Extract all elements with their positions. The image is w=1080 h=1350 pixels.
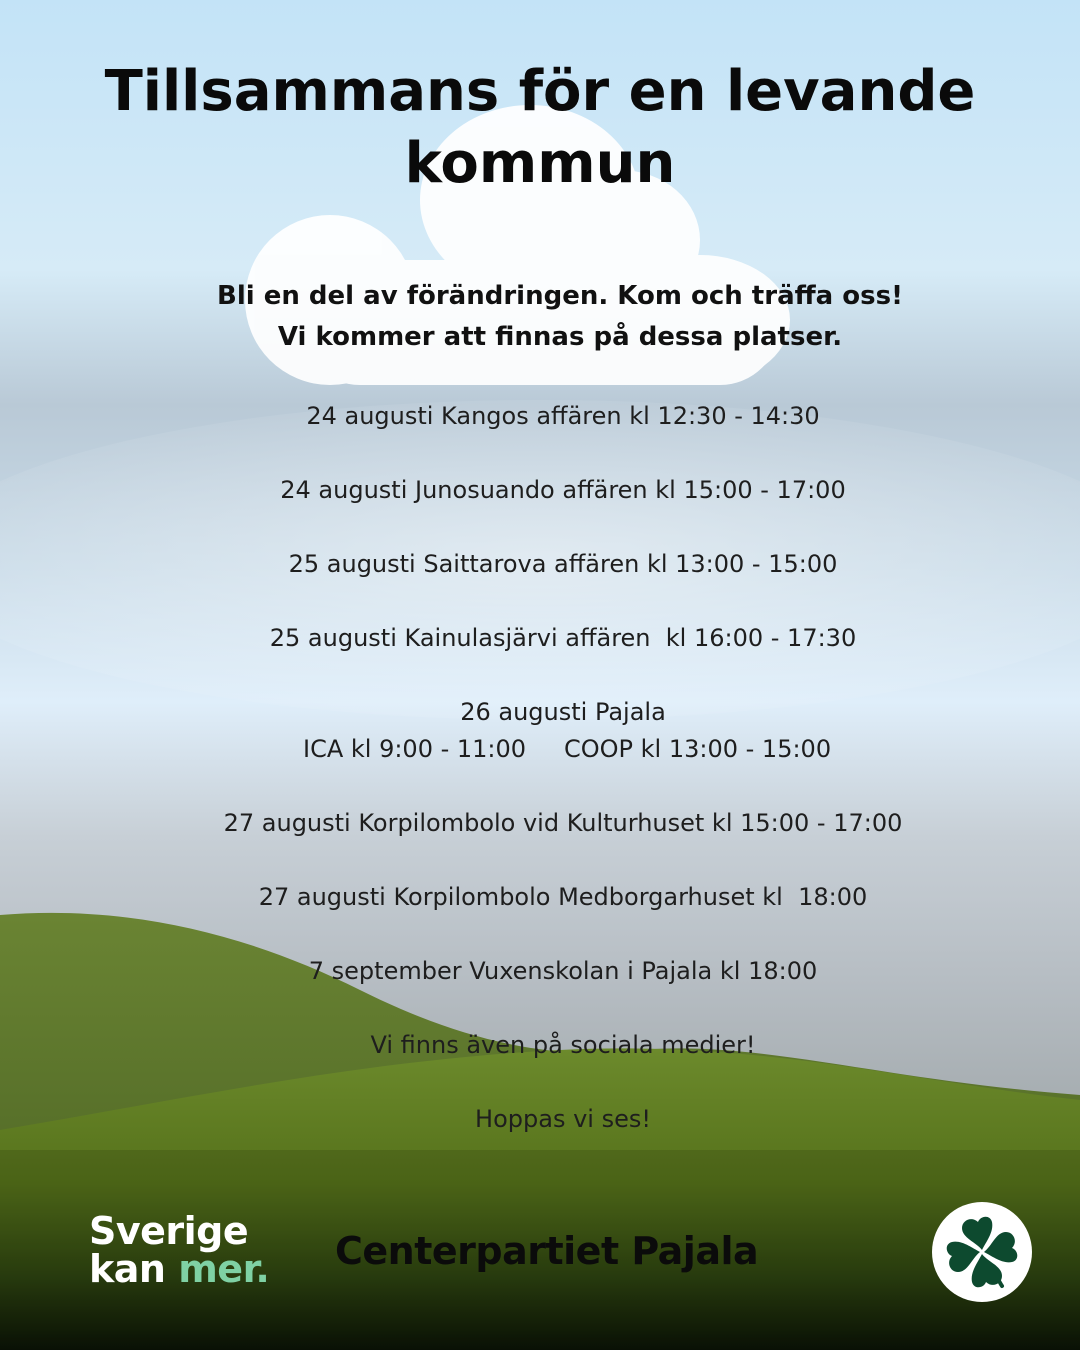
event-sub-ica: ICA kl 9:00 - 11:00 — [303, 735, 527, 763]
party-name: Centerpartiet Pajala — [335, 1229, 759, 1273]
event-item: 24 augusti Kangos affären kl 12:30 - 14:30 — [306, 402, 820, 430]
event-item: 27 augusti Korpilombolo Medborgarhuset kl 18:00 — [258, 883, 868, 911]
event-sub-coop: COOP kl 13:00 - 15:00 — [564, 735, 832, 763]
slogan-line-2 — [89, 1247, 270, 1291]
event-item: 25 augusti Kainulasjärvi affären kl 16:00 - 17:30 — [269, 624, 857, 652]
slogan-line-1: Sverige — [89, 1209, 249, 1253]
social-media-note: Vi finns även på sociala medier! — [370, 1031, 756, 1059]
slogan-mer: mer. — [178, 1247, 270, 1291]
title-line-1: Tillsammans för en levande — [104, 59, 976, 124]
farewell-note: Hoppas vi ses! — [475, 1105, 651, 1133]
event-item: 7 september Vuxenskolan i Pajala kl 18:00 — [308, 957, 818, 985]
slogan — [89, 1209, 270, 1291]
event-item: 25 augusti Saittarova affären kl 13:00 - 15:00 — [288, 550, 838, 578]
subtitle-line-2: Vi kommer att finnas på dessa platser. — [277, 322, 843, 352]
event-item: 27 augusti Korpilombolo vid Kulturhuset kl 15:00 - 17:00 — [223, 809, 903, 837]
event-item: 26 augusti Pajala — [460, 698, 666, 726]
four-leaf-clover-icon — [932, 1202, 1032, 1302]
slogan-kan: kan — [89, 1247, 179, 1291]
title-line-2: kommun — [404, 131, 676, 196]
event-item: 24 augusti Junosuando affären kl 15:00 - 17:00 — [280, 476, 846, 504]
subtitle-line-1: Bli en del av förändringen. Kom och träffa oss! — [217, 281, 903, 311]
